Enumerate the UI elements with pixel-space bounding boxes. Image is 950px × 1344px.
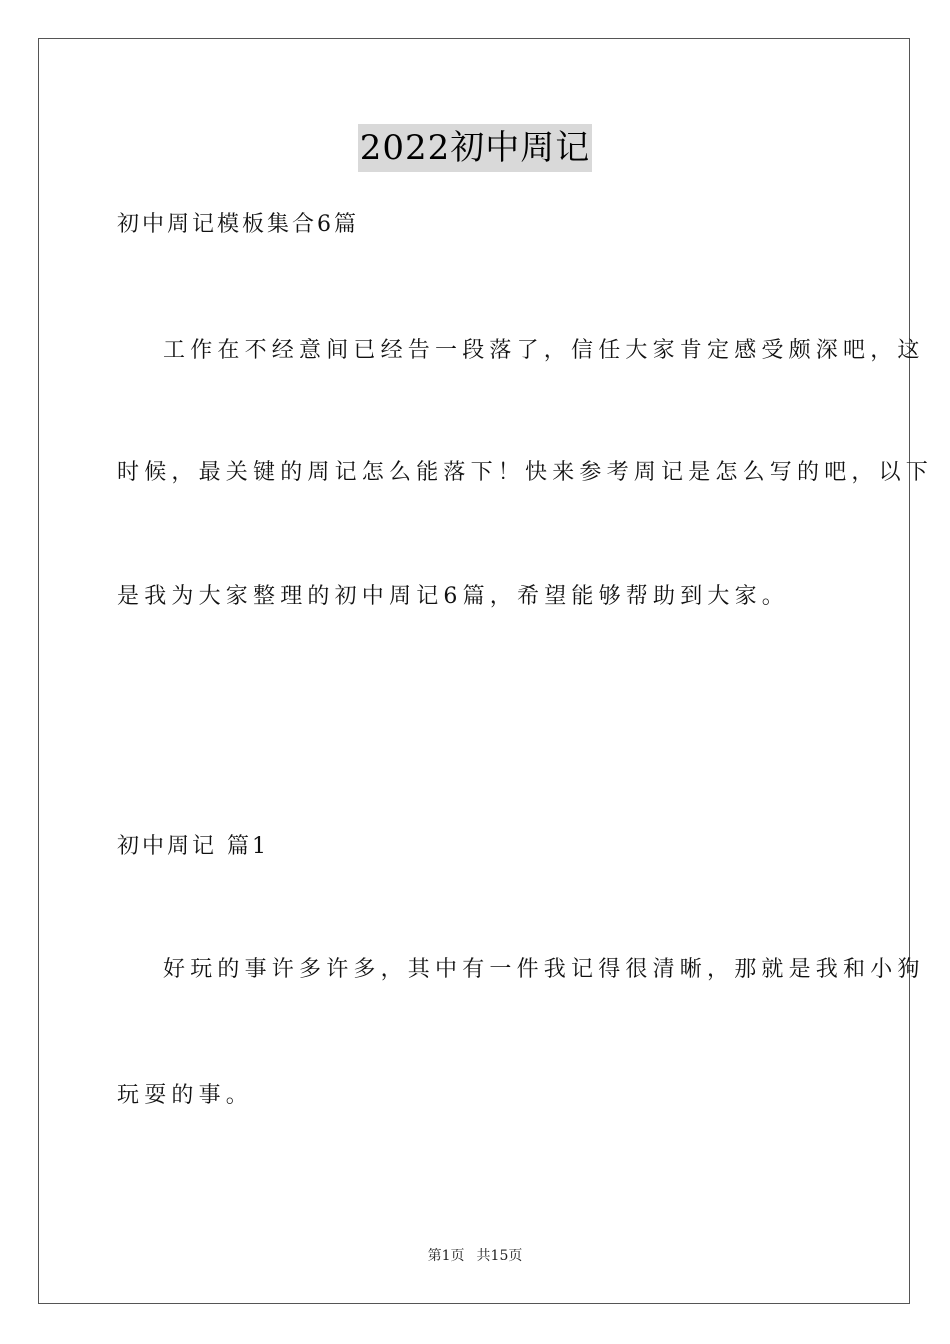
page-number-total: 共15页	[476, 1248, 523, 1264]
intro-paragraph-line-3: 是我为大家整理的初中周记6篇，希望能够帮助到大家。	[117, 584, 789, 609]
section-heading: 初中周记 篇1	[117, 834, 269, 859]
section-paragraph-line-1: 好玩的事许多许多，其中有一件我记得很清晰，那就是我和小狗	[163, 957, 925, 982]
document-subtitle: 初中周记模板集合6篇	[117, 212, 359, 237]
page-footer	[0, 1246, 950, 1266]
title-container	[0, 124, 950, 172]
intro-paragraph-line-1: 工作在不经意间已经告一段落了，信任大家肯定感受颇深吧，这	[163, 338, 925, 363]
document-title: 2022初中周记	[358, 124, 593, 172]
page-number-current: 第1页	[427, 1248, 465, 1264]
intro-paragraph-line-2: 时候，最关键的周记怎么能落下！快来参考周记是怎么写的吧，以下	[117, 460, 934, 485]
section-paragraph-line-2: 玩耍的事。	[117, 1083, 254, 1108]
